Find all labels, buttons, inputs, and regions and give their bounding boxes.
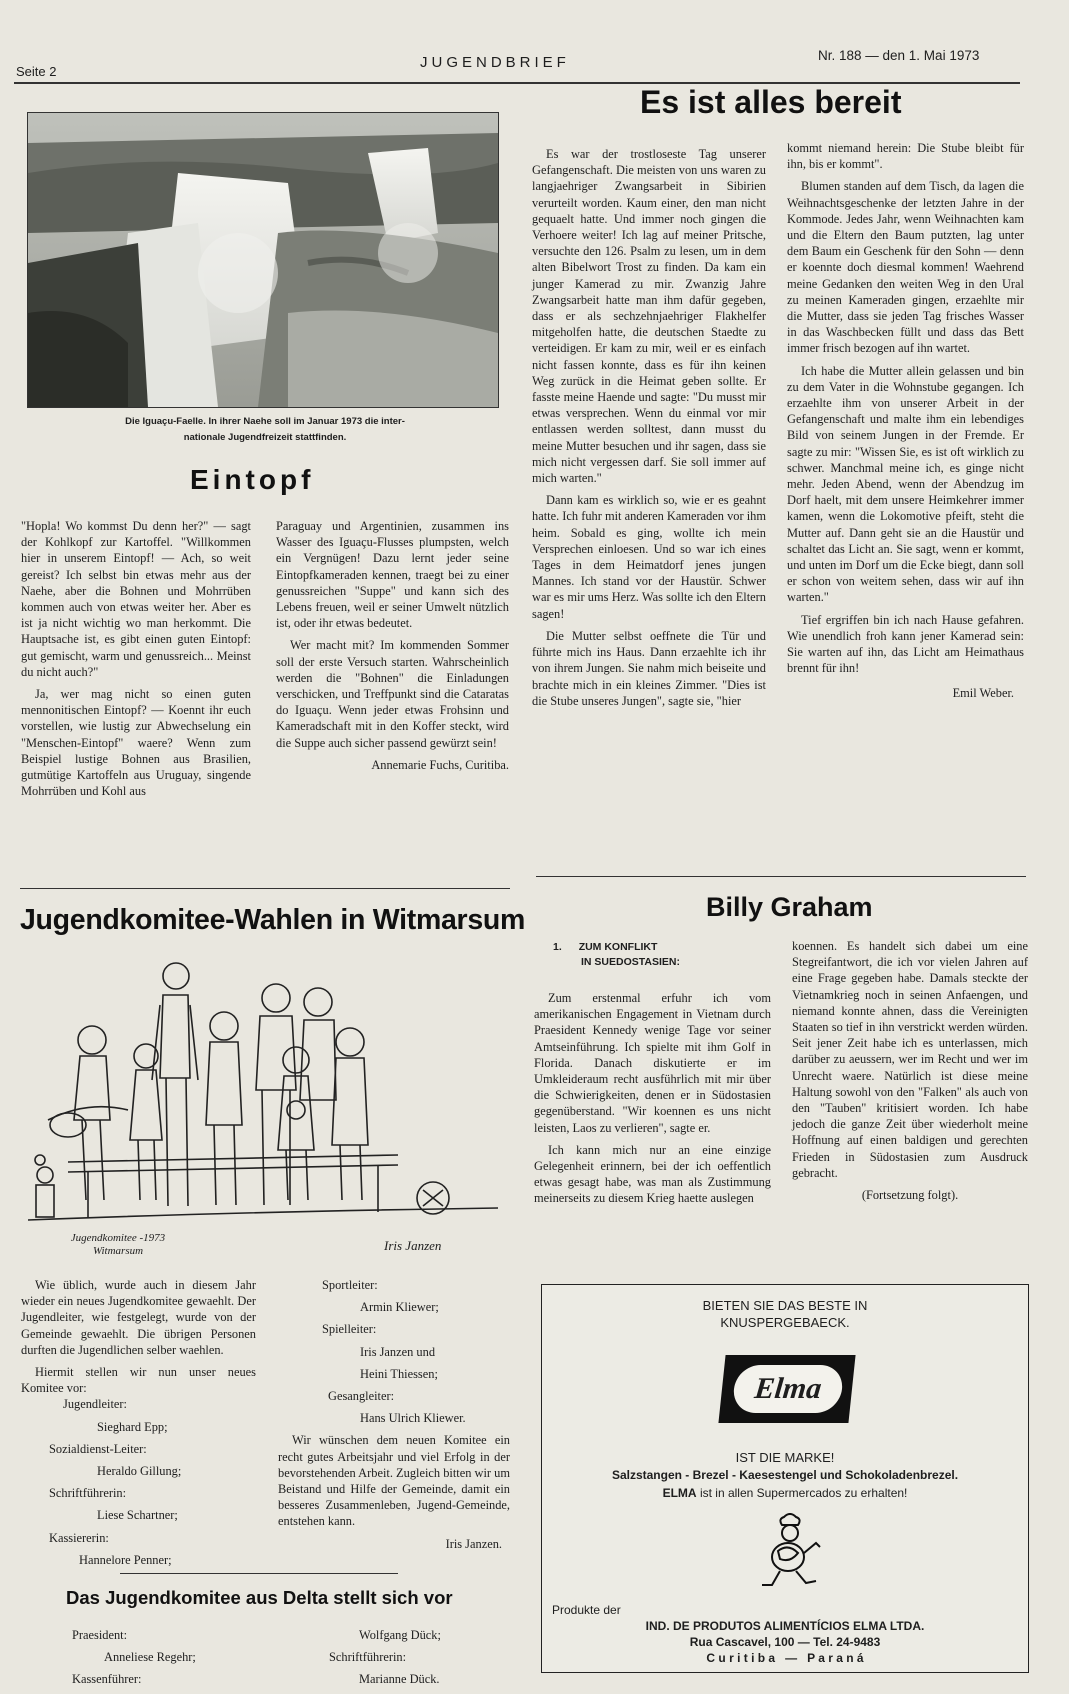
bereit-column-2: [787, 140, 1024, 701]
bereit-paragraph: Tief ergriffen bin ich nach Hause gefahren. Wie unendlich froh kann jener Kamerad sein: Sie warten auf ihn, das Licht am Heimathaus brennt für ihn!: [787, 612, 1024, 676]
role-name: Hans Ulrich Kliewer.: [360, 1411, 466, 1426]
role-name: Armin Kliewer;: [360, 1300, 439, 1315]
graham-paragraph: Zum erstenmal erfuhr ich vom amerikanischen Engagement in Vietnam durch Praesident Kennedy wenige Tage vor seiner Amtseinführung. Ich spielte mit ihm Golf in Florida. Danach diskutierte er im Umkleideraum recht ausführlich mit mir über die Schwierigkeiten, denen er in Südostasien gegenüberstand. "Wir koennen es uns nicht leisten, Laos zu verlieren", sagte er.: [534, 991, 771, 1135]
role-label: Spielleiter:: [322, 1322, 377, 1337]
eintopf-paragraph: Paraguay und Argentinien, zusammen ins Wasser des Iguaçu-Flusses plumpsten, welch ein Vergnügen! Dazu lernt jeder seine Eintopfkameraden kennen, traegt bei zu einer genussreichen "Suppe" und kann sich des Lebens freuen, weil er seiner Umwelt nützlich ist, oder ihr etwas bedeutet.: [276, 519, 509, 631]
graham-paragraph: Ich kann mich nur an eine einzige Gelegenheit erinnern, bei der ich oeffentlich etwas gesagt habe, was man als Zustimmung meinerseits zu diesem Krieg haette auslegen: [534, 1142, 771, 1206]
eintopf-column-1: [21, 518, 251, 805]
wahlen-column-1: [21, 1277, 256, 1574]
bereit-column-1: [532, 146, 766, 715]
delta-left: [58, 1627, 258, 1694]
wahlen-paragraph: Hiermit stellen wir nun unser neues Komitee vor:: [21, 1365, 256, 1396]
photo-caption: [40, 414, 490, 446]
role-name: Iris Janzen und: [360, 1344, 436, 1359]
role-label: Jugendleiter:: [63, 1397, 127, 1412]
subheading-number: 1.: [553, 941, 562, 953]
bereit-title: Es ist alles bereit: [640, 84, 902, 120]
bereit-author: Emil Weber.: [952, 685, 1014, 700]
masthead: JUGENDBRIEF: [420, 54, 570, 71]
graham-paragraph: koennen. Es handelt sich dabei um eine Stegreifantwort, die ich vor vielen Jahren auf eine Frage gegeben habe. Damals steckte der Vietnamkrieg noch in seinen Anfaengen, und niemand konnte ahnen, dass die Vereinigten Staaten so tief in ihn verstrickt werden würden. Seit jener Zeit habe ich es unterlassen, mich darüber zu aeussern, wer im Recht und wer im Unrecht waere. Natürlich ist diese meine Haltung sowohl von den "Falken" als auch von den "Tauben" kritisiert worden. Ich habe jedoch die ganze Zeit über wiederholt meine Hoffnung auf einen baldigen und gerechten Frieden in Südostasien zum Ausdruck gebracht.: [792, 939, 1028, 1180]
ad-city: C u r i t i b a — P a r a n á: [706, 1651, 864, 1665]
graham-title: Billy Graham: [706, 892, 873, 922]
ad-address: Rua Cascavel, 100 — Tel. 24-9483: [689, 1635, 881, 1649]
delta-title: Das Jugendkomitee aus Delta stellt sich vor: [66, 1587, 453, 1608]
issue-date: Nr. 188 — den 1. Mai 1973: [818, 48, 980, 63]
wahlen-author: Iris Janzen.: [445, 1536, 502, 1551]
ad-availability-text: ist in allen Supermercados zu erhalten!: [699, 1486, 908, 1500]
committee-drawing: [28, 950, 498, 1265]
bereit-paragraph: Es war der trostloseste Tag unserer Gefangenschaft. Die meisten von uns waren zu langjaehriger Zwangsarbeit in Sibirien verurteilt worden. Kaum einer, den man nicht gequaelt hatte. Und immer noch gingen die Verhoere weiter! Ich lag auf meiner Pritsche, versuchte den 126. Psalm zu lesen, um in dem alten Bibelwort Trost zu finden. Da kam ein junger Kamerad zu mir. Zwanzig Jahre Zwangsarbeit hatte man ihm dafür gegeben, dass er als sechzehnjaehriger Flakhelfer mitgeholfen hatte, die deutschen Staedte zu verteidigen. Er kam zu mir, weil er es einfach nicht fassen konnte, dass es für ihn keinen Weg zurück in die Heimat geben sollte. Er fasste meine Haende und sagte: "Du musst mir etwas versprechen. Wenn du einmal vor mir entlassen werden solltest, dann musst du meine Mutter besuchen und ihr sagen, dass sie mich nicht vergessen darf. Sie soll immer auf mich warten.": [532, 147, 766, 486]
wahlen-closing: Wir wünschen dem neuen Komitee ein recht gutes Arbeitsjahr und viel Erfolg in der bevorstehenden Arbeit. Zugleich bitten wir um Beistand und Hilfe der Gemeinde, damit ein besseres Zusammenleben, Jugend-Gemeinde, entstehen kann.: [278, 1433, 510, 1529]
elma-logo: [718, 1355, 855, 1423]
bereit-paragraph: Ich habe die Mutter allein gelassen und bin zu dem Vater in die Wohnstube gegangen. Ich erzaehlte ihm von unserer Arbeit in der Gefangenschaft und malte ihm ein lebendiges Bild von seinem Jungen in der Fremde. Er sagte zu mir: "Wissen Sie, es ist oft wirklich zu schwer. Manchmal meine ich, es ginge nicht mehr. Jeden Abend, wenn der Abendzug im Dorf haelt, mit dem unsere Heimkehrer immer kamen, wenn die Lokomotive pfeift, steht die Mutter auf. Dann geht sie an die Haustür und schaltet das Licht an. Sie sagt, wenn er kommt, und unten im Dorf um die Ecke biegt, dann soll er schon von weitem sehen, dass wir auf ihn warten.": [787, 363, 1024, 605]
role-name: Heini Thiessen;: [360, 1366, 438, 1381]
role-name: Marianne Dück.: [359, 1672, 440, 1687]
role-label: Kassiererin:: [49, 1530, 109, 1545]
baker-mascot-icon: [750, 1513, 830, 1593]
ad-headline: [542, 1297, 1028, 1331]
drawing-signature: Iris Janzen: [384, 1238, 442, 1253]
eintopf-paragraph: Wer macht mit? Im kommenden Sommer soll der erste Versuch starten. Wahrscheinlich werden die "Bohnen" die Einladungen verschicken, und Treffpunkt sind die Cataratas do Iguaçu. Wenn jeder etwas Frohsinn und Kameradschaft mit in den Koffer steckt, wird die Suppe auch sicher passend gewürzt sein!: [276, 638, 509, 750]
wahlen-paragraph: Wie üblich, wurde auch in diesem Jahr wieder ein neues Jugendkomitee gewaehlt. Der Jugendleiter, wie festgelegt, wurde von der Gemeinde gewaehlt. Die übrigen Personen durften die Jugendlichen selber waehlen.: [21, 1278, 256, 1357]
role-label: Kassenführer:: [72, 1672, 142, 1687]
role-name: Heraldo Gillung;: [97, 1464, 182, 1479]
drawing-caption-line-2: Witmarsum: [92, 1245, 144, 1257]
bereit-paragraph: Die Mutter selbst oeffnete die Tür und führte mich ins Haus. Dann erzaehlte ich ihr von ihrem Jungen. Sie nahm mich beiseite und brachte mich in ein kleines Zimmer. "Dies ist die Stube unseres Jungen", sagte sie, "hier: [532, 628, 766, 708]
role-label: Schriftführerin:: [329, 1650, 407, 1665]
drawing-caption: [58, 1232, 178, 1258]
bereit-paragraph: Blumen standen auf dem Tisch, da lagen die Weihnachtsgeschenke der letzten Jahre in der Kommode. Jedes Jahr, wenn Weihnachten kam und die Eltern den Baum putzten, lag unter dem Baum ein Geschenk für den Sohn — denn er koennte doch diesmal kommen! Waehrend meine Gedanken den weiten Weg in den Ural zu meinen Kameraden gingen, erzaehlte mir die Mutter, dass sie jeden Tag frisches Wasser in das Waschbecken füllt und dass das Bett immer frisch bezogen auf ihn wartet.: [787, 179, 1024, 356]
role-name: Sieghard Epp;: [97, 1419, 168, 1434]
role-name: Hannelore Penner;: [79, 1552, 172, 1567]
delta-rule: [120, 1573, 398, 1574]
drawing-caption-line-1: Jugendkomitee -1973: [70, 1232, 166, 1244]
eintopf-paragraph: "Hopla! Wo kommst Du denn her?" — sagt der Kohlkopf zur Kartoffel. "Willkommen hier in unserem Eintopf! — Ach, so weit gereist? Ich selbst bin etwas mehr aus der Naehe, aber die Bohnen und Mohrrüben kommen auch von etwas weiter her. Aber es ist ja nicht wichtig wo man herkommt. Die Hauptsache ist, es gibt einen guten Eintopf: gut gemischt, warm und genussreich... Meinst du nicht auch?": [21, 519, 251, 679]
continued-note: (Fortsetzung folgt).: [861, 1188, 959, 1203]
photo-caption-line-1: Die Iguaçu-Faelle. In ihrer Naehe soll im Januar 1973 die inter-: [125, 416, 405, 427]
graham-subheading: [553, 940, 680, 970]
logo-oval: [731, 1365, 844, 1413]
ad-brand: ELMA: [662, 1486, 697, 1500]
bereit-paragraph: Dann kam es wirklich so, wie er es geahnt hatte. Ich fuhr mit anderen Kameraden vor ihm heim. Sobald es ging, wollte ich mein Versprechen einloesen. Und so war ich eines Tages in dem Heimatdorf jenes jungen Mannes. Ich stand vor der Haustür. Schwer war es mir ums Herz. Was sollte ich den Eltern sagen!: [532, 493, 766, 621]
bereit-paragraph: kommt niemand herein: Die Stube bleibt für ihn, bis er kommt".: [787, 141, 1024, 172]
divider-left: [20, 888, 510, 889]
ad-headline-line-2: KNUSPERGEBAECK.: [720, 1315, 850, 1330]
role-label: Sportleiter:: [322, 1278, 378, 1292]
photo-caption-line-2: nationale Jugendfreizeit stattfinden.: [183, 432, 347, 443]
role-name: Liese Schartner;: [97, 1508, 178, 1523]
eintopf-column-2: [276, 518, 509, 773]
roles-list-2: [278, 1277, 510, 1426]
role-label: Schriftführerin:: [49, 1486, 127, 1501]
graham-column-1: [534, 990, 771, 1213]
role-label: Sozialdienst-Leiter:: [49, 1441, 147, 1456]
ad-availability: [542, 1486, 1028, 1500]
logo-text: Elma: [752, 1372, 824, 1405]
delta-right: [315, 1627, 515, 1694]
subheading-line-2: IN SUEDOSTASIEN:: [581, 956, 680, 968]
eintopf-paragraph: Ja, wer mag nicht so einen guten mennonitischen Eintopf? — Koennt ihr euch vorstellen, wie lustig zur Abwechselung ein "Menschen-Eintopf" waere? Wenn zum Beispiel lustige Bohnen aus Brasilien, gutmütige Kartoffeln aus Uruguay, singende Mohrrüben und Kohl aus: [21, 687, 251, 799]
page-number: Seite 2: [16, 64, 57, 79]
eintopf-title: Eintopf: [190, 464, 315, 495]
roles-list-1: [21, 1396, 256, 1568]
ad-marke: IST DIE MARKE!: [735, 1450, 835, 1465]
role-name: Anneliese Regehr;: [104, 1650, 196, 1665]
graham-column-2: [792, 938, 1028, 1203]
subheading-line-1: ZUM KONFLIKT: [578, 941, 658, 953]
elma-advertisement: [541, 1284, 1029, 1673]
ad-products: Salzstangen - Brezel - Kaesestengel und Schokoladenbrezel.: [611, 1468, 959, 1482]
eintopf-author: Annemarie Fuchs, Curitiba.: [371, 757, 509, 772]
divider-right: [536, 876, 1026, 877]
role-label: Gesangleiter:: [328, 1389, 395, 1404]
ad-headline-line-1: BIETEN SIE DAS BESTE IN: [702, 1298, 868, 1313]
role-label: Praesident:: [72, 1628, 128, 1642]
wahlen-column-2: [278, 1277, 510, 1552]
waterfall-photo: [27, 112, 499, 408]
role-name: Wolfgang Dück;: [359, 1628, 441, 1642]
ad-company: IND. DE PRODUTOS ALIMENTÍCIOS ELMA LTDA.: [645, 1619, 925, 1633]
wahlen-title: Jugendkomitee-Wahlen in Witmarsum: [20, 904, 526, 936]
ad-produced-by: Produkte der: [552, 1603, 621, 1617]
